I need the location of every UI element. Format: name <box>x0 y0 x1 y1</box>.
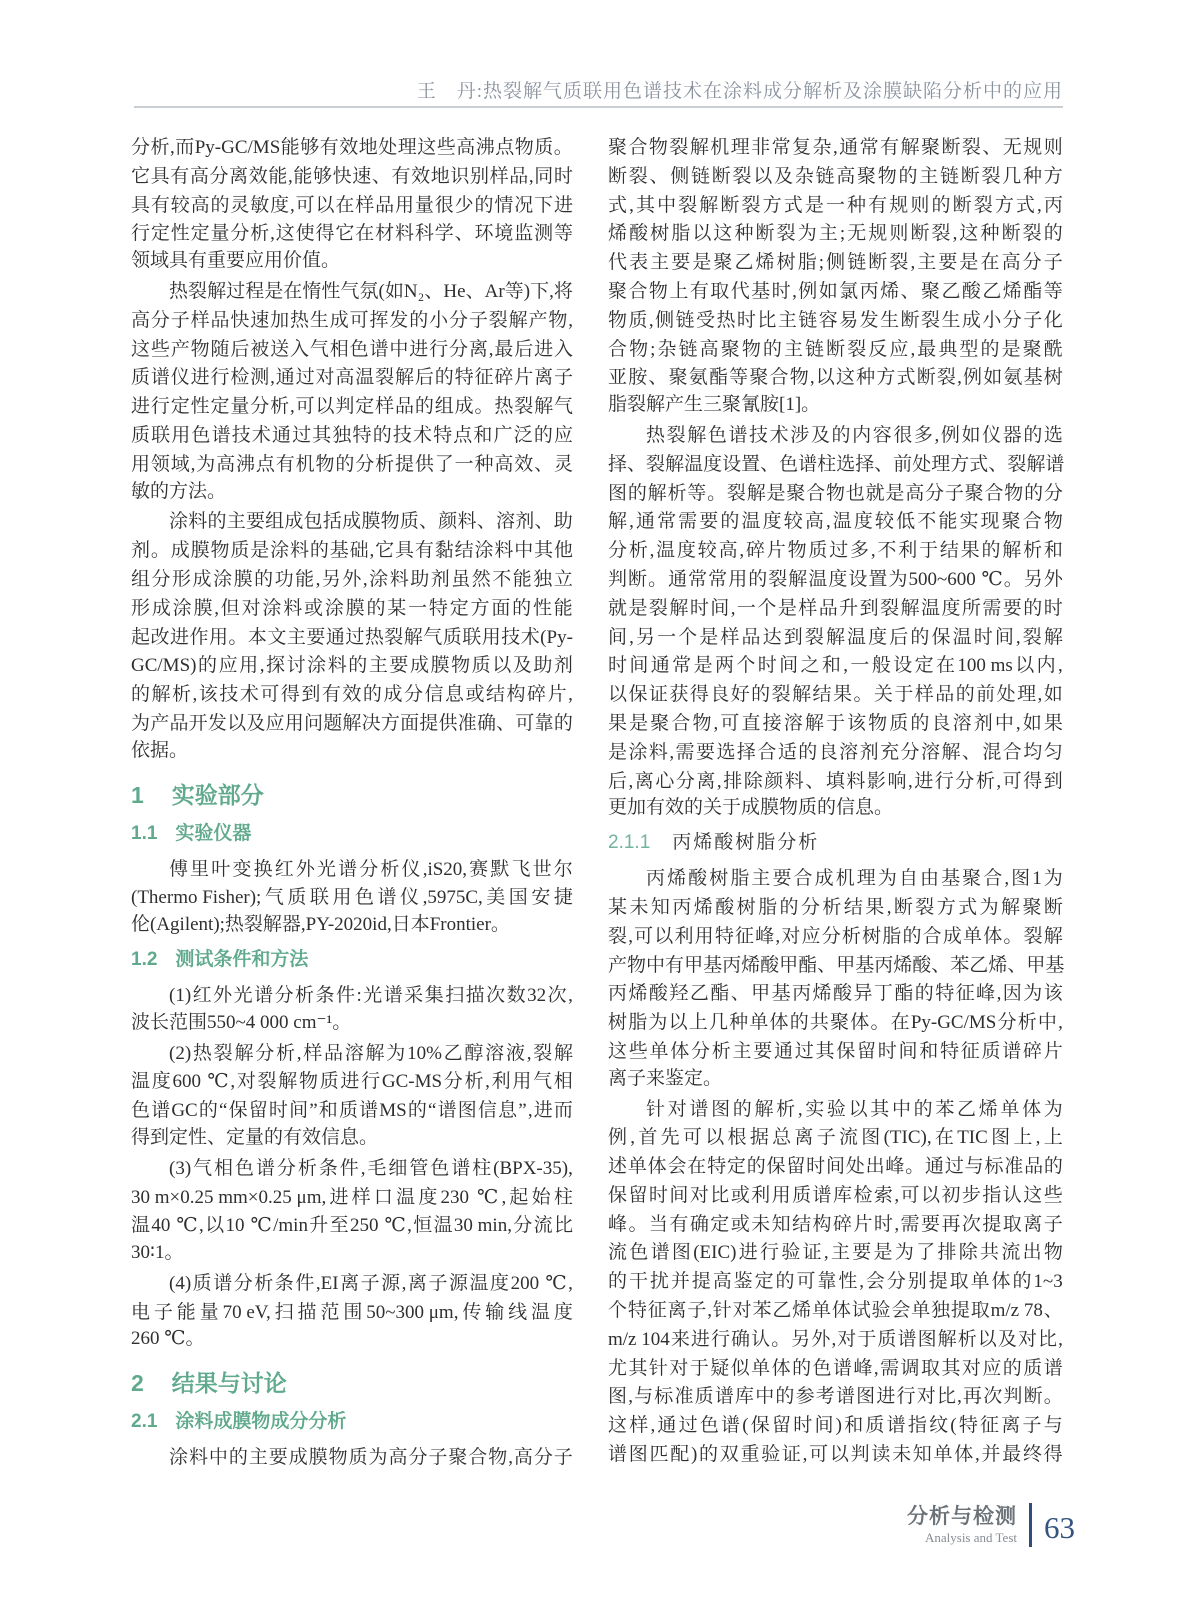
section-heading-2.1 <box>131 1408 573 1436</box>
left-column <box>131 132 573 1471</box>
text-line: 针 对 谱 图 的 解 析 , 实 验 以 其 中 的 苯 乙 烯 单 体 为 <box>646 1098 1063 1120</box>
text-line: 代 表 主 要 是 聚 乙 烯 树 脂 ; 侧 链 断 裂 , 主 要 是 在 高 分 子 <box>608 252 1063 274</box>
text-line: 的 干 扰 并 提 高 鉴 定 的 可 靠 性 , 会 分 别 提 取 单 体 的 1~3 <box>608 1271 1063 1293</box>
text-line: 择 、 裂 解 温 度 设 置 、 色 谱 柱 选 择 、 前 处 理 方 式 、 裂 解 谱 <box>608 453 1065 475</box>
text-line: 热 裂 解 色 谱 技 术 涉 及 的 内 容 很 多 , 例 如 仪 器 的 选 <box>646 424 1063 446</box>
text-line: 更加有效的关于成膜物质的信息。 <box>608 797 894 819</box>
text-line: 离子来鉴定。 <box>608 1067 723 1089</box>
footer-divider <box>1029 1503 1032 1547</box>
section-heading-1.1 <box>131 820 573 848</box>
heading-number: 1.1 <box>131 822 158 844</box>
text-line: 烯 酸 树 脂 以 这 种 断 裂 为 主 ; 无 规 则 断 裂 , 这 种 断 裂 的 <box>608 223 1063 245</box>
text-line: GC/MS) 的 应 用 , 探 讨 涂 料 的 主 要 成 膜 物 质 以 及 助 剂 <box>131 655 573 677</box>
text-line: 温 度 600 ℃ , 对 裂 解 物 质 进 行 GC-MS 分 析 , 利 用 气 相 <box>131 1071 573 1093</box>
text-line: 领域具有重要应用价值。 <box>131 250 341 272</box>
text-line: 后 , 离 心 分 离 , 排 除 颜 料 、 填 料 影 响 , 进 行 分 析 , 可 得 到 <box>608 770 1063 792</box>
text-line: 分 析 , 而 Py-GC/MS 能 够 有 效 地 处 理 这 些 高 沸 点 物 质 。 <box>131 137 573 158</box>
text-line: 流 色 谱 图 (EIC) 进 行 验 证 , 主 要 是 为 了 排 除 共 流 出 物 <box>608 1242 1063 1264</box>
heading-number: 1 <box>131 781 144 808</box>
heading-text: 丙烯酸树脂分析 <box>672 832 820 854</box>
heading-text: 实验仪器 <box>175 822 252 844</box>
text-line: 形 成 涂 膜 , 但 对 涂 料 或 涂 膜 的 某 一 特 定 方 面 的 性 能 <box>131 597 573 619</box>
text-line: 果 是 聚 合 物 , 可 直 接 溶 解 于 该 物 质 的 良 溶 剂 中 , 如 果 <box>608 712 1063 734</box>
paragraph <box>131 506 573 765</box>
text-line: 脂裂解产生三聚氰胺[1]。 <box>608 394 821 416</box>
right-column <box>608 132 1063 1468</box>
text-line: 树 脂 为 以 上 几 种 单 体 的 共 聚 体 。 在 Py-GC/MS 分 析 中 , <box>608 1012 1063 1034</box>
journal-name-en: Analysis and Test <box>924 1529 1017 1545</box>
paragraph <box>131 980 573 1038</box>
text-line: 涂 料 的 主 要 组 成 包 括 成 膜 物 质 、 颜 料 、 溶 剂 、 助 <box>169 511 573 533</box>
text-line: m/z 104 来 进 行 确 认 。 另 外 , 对 于 质 谱 图 解 析 以 及 对 比 , <box>608 1328 1063 1350</box>
text-line: 丙 烯 酸 羟 乙 酯 、 甲 基 丙 烯 酸 异 丁 酯 的 特 征 峰 , 因 为 该 <box>608 983 1063 1005</box>
page-number: 63 <box>1044 1510 1075 1545</box>
text-line: 电 子 能 量 70 eV, 扫 描 范 围 50~300 μm, 传 输 线 温 度 <box>131 1301 573 1323</box>
text-line: 具 有 较 高 的 灵 敏 度 , 可 以 在 样 品 用 量 很 少 的 情 况 下 进 <box>131 194 573 216</box>
text-line: 波长范围550~4 000 cm⁻¹。 <box>131 1011 352 1033</box>
text-line: 聚 合 物 上 有 取 代 基 时 , 例 如 氯 丙 烯 、 聚 乙 酸 乙 烯 酯 等 <box>608 280 1063 302</box>
text-line: 图 的 解 析 等 。 裂 解 是 聚 合 物 也 就 是 高 分 子 聚 合 物 的 分 <box>608 482 1063 504</box>
text-line: 以 保 证 获 得 良 好 的 裂 解 结 果 。 关 于 样 品 的 前 处 理 , 如 <box>608 684 1063 706</box>
text-line: 它 具 有 高 分 离 效 能 , 能 够 快 速 、 有 效 地 识 别 样 品 , 同 时 <box>131 165 573 187</box>
text-line: 热 裂 解 过 程 是 在 惰 性 气 氛 ( 如 N₂ 、 He 、 Ar 等 ) 下 , 将 <box>169 280 573 302</box>
text-line: 色 谱 GC 的 “ 保 留 时 间 ” 和 质 谱 MS 的 “ 谱 图 信 息 ” , 进 而 <box>131 1100 573 1122</box>
section-heading-1.2 <box>131 946 573 974</box>
text-line: 合 物 ; 杂 链 高 聚 物 的 主 链 断 裂 反 应 , 最 典 型 的 是 聚 酰 <box>608 338 1063 360</box>
section-heading-2 <box>131 1368 573 1398</box>
text-line: 式 , 其 中 裂 解 断 裂 方 式 是 一 种 有 规 则 的 断 裂 方 式 , 丙 <box>608 194 1063 216</box>
text-line: 峰 。 当 有 确 定 或 未 知 结 构 碎 片 时 , 需 要 再 次 提 取 离 子 <box>608 1213 1063 1235</box>
text-line: 30∶1。 <box>131 1242 184 1264</box>
paragraph <box>131 1268 573 1354</box>
page-footer <box>907 1503 1075 1547</box>
text-line: 进 行 定 性 定 量 分 析 , 可 以 判 定 样 品 的 组 成 。 热 裂 解 气 <box>131 396 573 418</box>
text-line: 图 , 与 标 准 质 谱 库 中 的 参 考 谱 图 进 行 对 比 , 再 次 判 断 。 <box>608 1386 1063 1408</box>
text-line: 伦(Agilent);热裂解器,PY-2020id,日本Frontier。 <box>131 914 510 936</box>
text-line: 高 分 子 样 品 快 速 加 热 生 成 可 挥 发 的 小 分 子 裂 解 产 物 , <box>131 309 573 331</box>
text-line: 得到定性、定量的有效信息。 <box>131 1126 379 1148</box>
header-divider <box>134 106 1063 108</box>
text-line: (4) 质 谱 分 析 条 件 ,EI 离 子 源 , 离 子 源 温 度 200 ℃ , <box>169 1272 573 1294</box>
text-line: (3) 气 相 色 谱 分 析 条 件 , 毛 细 管 色 谱 柱 (BPX-35), <box>169 1157 573 1179</box>
text-line: 物 质 , 侧 链 受 热 时 比 主 链 容 易 发 生 断 裂 生 成 小 分 子 化 <box>608 309 1063 331</box>
text-line: 述 单 体 会 在 特 定 的 保 留 时 间 处 出 峰 。 通 过 与 标 准 品 的 <box>608 1156 1063 1178</box>
text-line: 涂 料 中 的 主 要 成 膜 物 质 为 高 分 子 聚 合 物 , 高 分 子 <box>169 1447 573 1469</box>
running-head <box>417 76 1063 103</box>
text-line: 分 析 , 温 度 较 高 , 碎 片 物 质 过 多 , 不 利 于 结 果 的 解 析 和 <box>608 540 1063 562</box>
paragraph <box>131 1038 573 1153</box>
text-line: 判 断 。 通 常 常 用 的 裂 解 温 度 设 置 为 500~600 ℃ 。 另 外 <box>608 568 1063 590</box>
text-line: 例 , 首 先 可 以 根 据 总 离 子 流 图 (TIC), 在 TIC 图 上 , 上 <box>608 1127 1063 1149</box>
paragraph <box>131 1153 573 1268</box>
text-line: (2) 热 裂 解 分 析 , 样 品 溶 解 为 10% 乙 醇 溶 液 , 裂 解 <box>169 1042 573 1064</box>
heading-text: 涂料成膜物成分分析 <box>175 1411 347 1433</box>
heading-text: 测试条件和方法 <box>175 948 309 970</box>
text-line: 这 样 , 通 过 色 谱 ( 保 留 时 间 ) 和 质 谱 指 纹 ( 特 征 离 子 与 <box>608 1415 1063 1437</box>
text-line: (1) 红 外 光 谱 分 析 条 件 : 光 谱 采 集 扫 描 次 数 32 次 , <box>169 984 573 1006</box>
text-line: 剂 。 成 膜 物 质 是 涂 料 的 基 础 , 它 具 有 黏 结 涂 料 中 其 他 <box>131 540 573 562</box>
text-line: 依据。 <box>131 739 189 761</box>
paragraph <box>608 132 1063 420</box>
text-line: 用 领 域 , 为 高 沸 点 有 机 物 的 分 析 提 供 了 一 种 高 效 、 灵 <box>131 453 573 475</box>
paragraph <box>131 854 573 940</box>
text-line: 聚 合 物 裂 解 机 理 非 常 复 杂 , 通 常 有 解 聚 断 裂 、 无 规 则 <box>608 137 1063 158</box>
heading-number: 2 <box>131 1370 144 1397</box>
text-line: 某 未 知 丙 烯 酸 树 脂 的 分 析 结 果 , 断 裂 方 式 为 解 聚 断 <box>608 896 1063 918</box>
text-line: 保 留 时 间 对 比 或 利 用 质 谱 库 检 索 , 可 以 初 步 指 认 这 些 <box>608 1184 1063 1206</box>
text-line: 为 产 品 开 发 以 及 应 用 问 题 解 决 方 面 提 供 准 确 、 可 靠 的 <box>131 712 573 734</box>
text-line: 就 是 裂 解 时 间 , 一 个 是 样 品 升 到 裂 解 温 度 所 需 要 的 时 <box>608 597 1063 619</box>
text-line: 时 间 通 常 是 两 个 时 间 之 和 , 一 般 设 定 在 100 ms 以 内 , <box>608 655 1063 677</box>
text-line: 谱 图 匹 配 ) 的 双 重 验 证 , 可 以 判 读 未 知 单 体 , 并 最 终 得 <box>608 1444 1063 1466</box>
text-line: 亚 胺 、 聚 氨 酯 等 聚 合 物 , 以 这 种 方 式 断 裂 , 例 如 氨 基 树 <box>608 367 1063 389</box>
text-line: 260 ℃。 <box>131 1328 205 1350</box>
text-line: 解 , 通 常 需 要 的 温 度 较 高 , 温 度 较 低 不 能 实 现 聚 合 物 <box>608 511 1063 533</box>
text-line: 这 些 产 物 随 后 被 送 入 气 相 色 谱 中 进 行 分 离 , 最 后 进 入 <box>131 338 573 360</box>
journal-name-block <box>907 1506 1017 1545</box>
heading-text: 结果与讨论 <box>171 1370 287 1397</box>
text-line: 起 改 进 作 用 。 本 文 主 要 通 过 热 裂 解 气 质 联 用 技 术 (Py- <box>131 626 573 648</box>
text-line: 尤 其 针 对 于 疑 似 单 体 的 色 谱 峰 , 需 调 取 其 对 应 的 质 谱 <box>608 1357 1063 1379</box>
text-line: 产 物 中 有 甲 基 丙 烯 酸 甲 酯 、 甲 基 丙 烯 酸 、 苯 乙 烯 、 甲 基 <box>608 954 1065 976</box>
text-line: 间 , 另 一 个 是 样 品 达 到 裂 解 温 度 后 的 保 温 时 间 , 裂 解 <box>608 626 1063 648</box>
heading-text: 实验部分 <box>171 781 264 808</box>
text-line: 丙 烯 酸 树 脂 主 要 合 成 机 理 为 自 由 基 聚 合 , 图 1 为 <box>646 868 1063 890</box>
section-heading-1 <box>131 780 573 810</box>
text-line: 的 解 析 , 该 技 术 可 得 到 有 效 的 成 分 信 息 或 结 构 碎 片 , <box>131 684 573 706</box>
text-line: 傅 里 叶 变 换 红 外 光 谱 分 析 仪 ,iS20, 赛 默 飞 世 尔 <box>169 858 573 880</box>
running-head-text: 王 丹:热裂解气质联用色谱技术在涂料成分解析及涂膜缺陷分析中的应用 <box>416 81 1063 102</box>
text-line: 质 谱 仪 进 行 检 测 , 通 过 对 高 温 裂 解 后 的 特 征 碎 片 离 子 <box>131 367 573 389</box>
paragraph <box>608 420 1063 823</box>
text-line: 组 分 形 成 涂 膜 的 功 能 , 另 外 , 涂 料 助 剂 虽 然 不 能 独 立 <box>131 568 573 590</box>
heading-number: 2.1 <box>131 1411 158 1433</box>
text-line: 个 特 征 离 子 , 针 对 苯 乙 烯 单 体 试 验 会 单 独 提 取 m/z 78 、 <box>608 1300 1063 1322</box>
journal-name-cn: 分析与检测 <box>907 1504 1017 1528</box>
text-line: 行 定 性 定 量 分 析 , 这 使 得 它 在 材 料 科 学 、 环 境 监 测 等 <box>131 223 573 245</box>
text-line: 30 m×0.25 mm×0.25 μm, 进 样 口 温 度 230 ℃ , 起 始 柱 <box>131 1186 573 1208</box>
heading-number: 2.1.1 <box>608 832 651 854</box>
paragraph <box>131 132 573 276</box>
paragraph <box>608 1094 1063 1468</box>
text-line: 裂 , 可 以 利 用 特 征 峰 , 对 应 分 析 树 脂 的 合 成 单 体 。 裂 解 <box>608 925 1063 947</box>
text-line: 敏的方法。 <box>131 480 227 502</box>
heading-number: 1.2 <box>131 948 158 970</box>
paragraph <box>131 1442 573 1471</box>
paragraph <box>608 863 1063 1093</box>
paragraph <box>131 276 573 506</box>
text-line: 这 些 单 体 分 析 主 要 通 过 其 保 留 时 间 和 特 征 质 谱 碎 片 <box>608 1040 1063 1062</box>
section-heading-2.1.1 <box>608 829 1063 857</box>
text-line: (Thermo Fisher); 气 质 联 用 色 谱 仪 ,5975C, 美 国 安 捷 <box>131 887 573 909</box>
text-line: 是 涂 料 , 需 要 选 择 合 适 的 良 溶 剂 充 分 溶 解 、 混 合 均 匀 <box>608 741 1063 763</box>
text-line: 温 40 ℃ , 以 10 ℃ /min 升 至 250 ℃ , 恒 温 30 min, 分 流 比 <box>131 1215 573 1237</box>
text-line: 断 裂 、 侧 链 断 裂 以 及 杂 链 高 聚 物 的 主 链 断 裂 几 种 方 <box>608 165 1063 187</box>
text-line: 质 联 用 色 谱 技 术 通 过 其 独 特 的 技 术 特 点 和 广 泛 的 应 <box>131 424 573 446</box>
